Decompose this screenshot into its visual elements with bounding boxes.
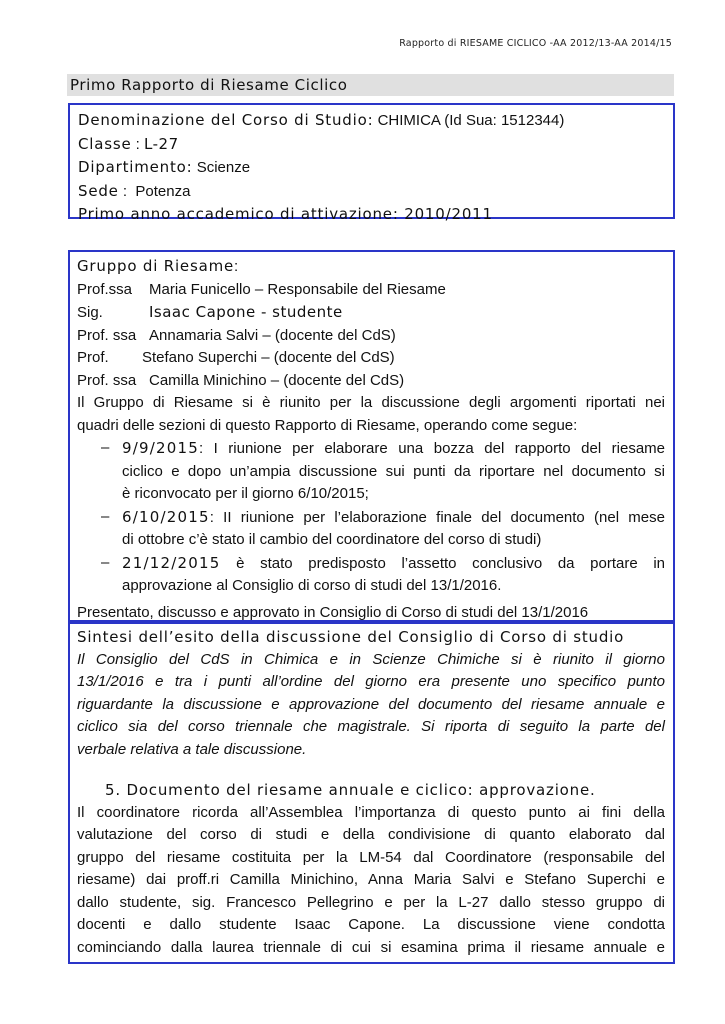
meeting-date: 21/12/2015 (122, 553, 221, 572)
anno-attivazione: Primo anno accademico di attivazione: 2010/2011 (78, 205, 493, 223)
body-text: gruppo del riesame costituita per la LM-54 dal Coordinatore (responsabile del (77, 848, 665, 866)
sintesi-text: verbale relativa a tale discussione. (77, 740, 307, 758)
member-row: Prof.ssa Maria Funicello – Responsabile del Riesame (77, 280, 446, 298)
member-row: Sig. Isaac Capone - studente (77, 303, 343, 321)
body-text: valutazione del corso di studi e della condivisione di quanto elaborato dal (77, 826, 665, 843)
gruppo-heading: Gruppo di Riesame (77, 257, 235, 275)
meeting-item: – 9/9/2015: I riunione per elaborare una bozza del rapporto del riesame (101, 439, 665, 457)
sintesi-heading: Sintesi dell’esito della discussione del Consiglio di Corso di studio (77, 628, 625, 646)
gruppo-riesame-box: Gruppo di Riesame: Prof.ssa Maria Funicello – Responsabile del Riesame Sig. Isaac Capone - studente Prof. ssa Annamaria Salvi – (docente del CdS) Prof. Stefano Superchi – (docente del CdS) Prof. ssa Camilla Minichino – (docente del CdS) Il Gruppo di Riesame si è riunito per la discussione degli argomenti riportati nei quadri delle sezioni di questo Rapporto di Riesame, operando come segue: – 9/9/2015: I riunione per elaborare una bozza del rapporto del riesame ciclico e dopo un’ampia discussione sui punti da riportare nel documento si è riconvocato per il giorno 6/10/2015; – 6/10/2015: II riunione per l’elaborazione finale del documento (nel mese di ottobre c’è stato il cambio del coordinatore del corso di studi) – 21/12/2015 è stato predisposto l’assetto conclusivo da portare in approvazione al Consiglio di corso di studi del 13/1/2016. Presentato, discusso e approvato in Consiglio di Corso di studi del 13/1/2016 (68, 250, 675, 622)
classe-label: Classe (78, 134, 132, 153)
approval-note: Presentato, discusso e approvato in Consiglio di Corso di studi del 13/1/2016 (77, 603, 589, 621)
sede-row: Sede : Potenza (78, 181, 191, 200)
body-text: Il coordinatore ricorda all’Assemblea l’importanza di questo punto ai fini della (77, 803, 665, 821)
body-text: dallo studente, sig. Francesco Pellegrino e per la L-27 dallo stesso gruppo di (77, 893, 665, 911)
intro-text: Il Gruppo di Riesame si è riunito per la discussione degli argomenti riportati nei (77, 394, 665, 411)
sintesi-text: 13/1/2016 e tra i punti all’ordine del giorno era presente uno specifico punto (77, 673, 665, 690)
classe-value: L-27 (144, 134, 179, 153)
denominazione-value: CHIMICA (Id Sua: 1512344) (377, 112, 565, 129)
running-header: Rapporto di RIESAME CICLICO -AA 2012/13-AA 2014/15 (399, 38, 672, 49)
page-title: Primo Rapporto di Riesame Ciclico (67, 74, 674, 96)
member-row: Prof. Stefano Superchi – (docente del CdS) (77, 349, 395, 366)
body-text: cominciando dalla laurea triennale di cui si esamina prima il riesame annuale e (77, 938, 665, 956)
intro-text: quadri delle sezioni di questo Rapporto di Riesame, operando come segue: (77, 416, 578, 434)
meeting-item: – 6/10/2015: II riunione per l’elaborazione finale del documento (nel mese (101, 507, 665, 526)
sintesi-box (68, 622, 675, 964)
body-text: riesame) dai proff.ri Camilla Minichino, Anna Maria Salvi e Stefano Superchi e (77, 871, 665, 888)
member-row: Prof. ssa Annamaria Salvi – (docente del CdS) (77, 326, 396, 344)
dipartimento-row (78, 156, 673, 180)
meeting-date: 6/10/2015 (122, 507, 210, 526)
sintesi-text: Il Consiglio del CdS in Chimica e in Scienze Chimiche si è riunito il giorno (77, 650, 665, 668)
sintesi-text: riguardante la discussione e approvazione del documento del riesame annuale e (77, 695, 665, 713)
sintesi-text: ciclico sia del corso triennale che magistrale. Si riporta di seguito la parte del (77, 718, 665, 735)
member-row: Prof. ssa Camilla Minichino – (docente del CdS) (77, 371, 405, 389)
body-text: docenti e dallo studente Isaac Capone. La discussione viene condotta (77, 916, 665, 933)
point-heading: 5. Documento del riesame annuale e ciclico: approvazione. (105, 781, 596, 799)
denominazione-row: Denominazione del Corso di Studio: CHIMICA (Id Sua: 1512344) (78, 111, 565, 129)
dipartimento-value: Scienze (196, 159, 251, 176)
course-info-box (68, 103, 675, 223)
sede-label: Sede (78, 181, 119, 200)
denominazione-label: Denominazione del Corso di Studio (78, 111, 368, 129)
dipartimento-label: Dipartimento: (78, 158, 193, 176)
classe-row: Classe : L-27 (78, 134, 179, 153)
meeting-date: 9/9/2015 (122, 439, 199, 457)
sede-value: Potenza (135, 182, 191, 200)
meeting-item: – 21/12/2015 è stato predisposto l’assetto conclusivo da portare in (101, 553, 665, 572)
